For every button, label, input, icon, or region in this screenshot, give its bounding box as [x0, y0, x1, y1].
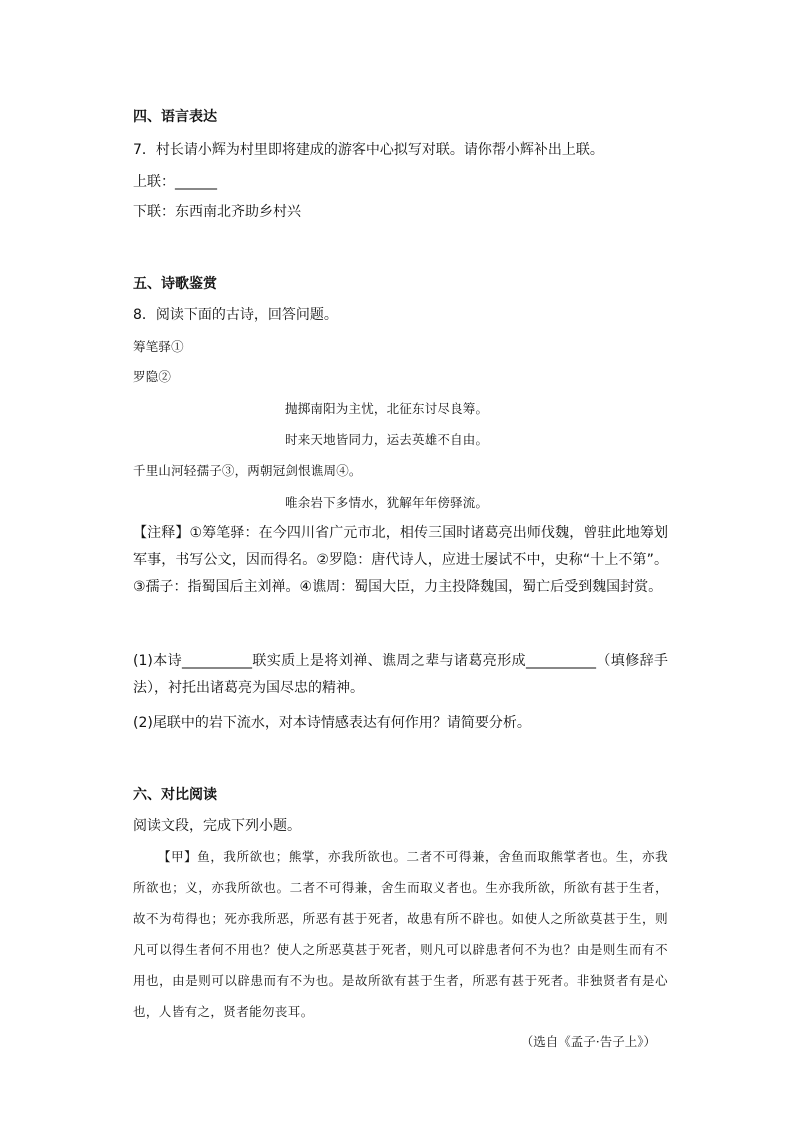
poem-title: 筹笔驿① — [133, 339, 184, 354]
poem-line-2: 时来天地皆同力，运去英雄不自由。 — [285, 432, 489, 447]
lower-couplet: 下联：东西南北齐助乡村兴 — [133, 204, 301, 220]
sub-question-1: (1)本诗__________联实质上是将刘禅、谯周之辈与诸葛亮形成__________（填修辞手法），衬托出诸葛亮为国尽忠的精神。 — [133, 653, 668, 696]
upper-couplet-blank: 上联：______ — [133, 174, 217, 190]
question-8: 8．阅读下面的古诗，回答问题。 — [133, 307, 338, 323]
poem-line-3: 千里山河轻孺子③，两朝冠剑恨谯周④。 — [133, 463, 362, 478]
annotation-paragraph: 【注释】①筹笔驿：在今四川省广元市北，相传三国时诸葛亮出师伐魏，曾驻此地筹划军事，书写公文，因而得名。②罗隐：唐代诗人，应进士屡试不中，史称“十上不第”。③孺子：指蜀国后主刘禅。④谯周：蜀国大臣，力主投降魏国，蜀亡后受到魏国封赏。 — [133, 525, 668, 595]
section-4-heading: 四、语言表达 — [133, 109, 217, 125]
question-7: 7．村长请小辉为村里即将建成的游客中心拟写对联。请你帮小辉补出上联。 — [133, 142, 604, 158]
section-5-heading: 五、诗歌鉴赏 — [133, 276, 217, 292]
poem-line-1: 抛掷南阳为主忧，北征东讨尽良筹。 — [285, 401, 489, 416]
reading-intro: 阅读文段，完成下列小题。 — [133, 818, 301, 834]
passage-source: （选自《孟子·告子上》） — [520, 1034, 656, 1049]
sub-question-2: (2)尾联中的岩下流水，对本诗情感表达有何作用？请简要分析。 — [133, 715, 531, 731]
classical-passage: 【甲】鱼，我所欲也；熊掌，亦我所欲也。二者不可得兼，舍鱼而取熊掌者也。生，亦我所欲也；义，亦我所欲也。二者不可得兼，舍生而取义者也。生亦我所欲，所欲有甚于生者，故不为苟得也；死亦我所恶，所恶有甚于死者，故患有所不辟也。如使人之所欲莫甚于生，则凡可以得生者何不用也？使人之所恶莫甚于死者，则凡可以辟患者何不为也？由是则生而有不用也，由是则可以辟患而有不为也。是故所欲有甚于生者，所恶有甚于死者。非独贤者有是心也，人皆有之，贤者能勿丧耳。 — [133, 849, 668, 1019]
section-6-heading: 六、对比阅读 — [133, 787, 217, 803]
poem-author: 罗隐② — [133, 369, 172, 384]
poem-line-4: 唯余岩下多情水，犹解年年傍驿流。 — [285, 495, 489, 510]
